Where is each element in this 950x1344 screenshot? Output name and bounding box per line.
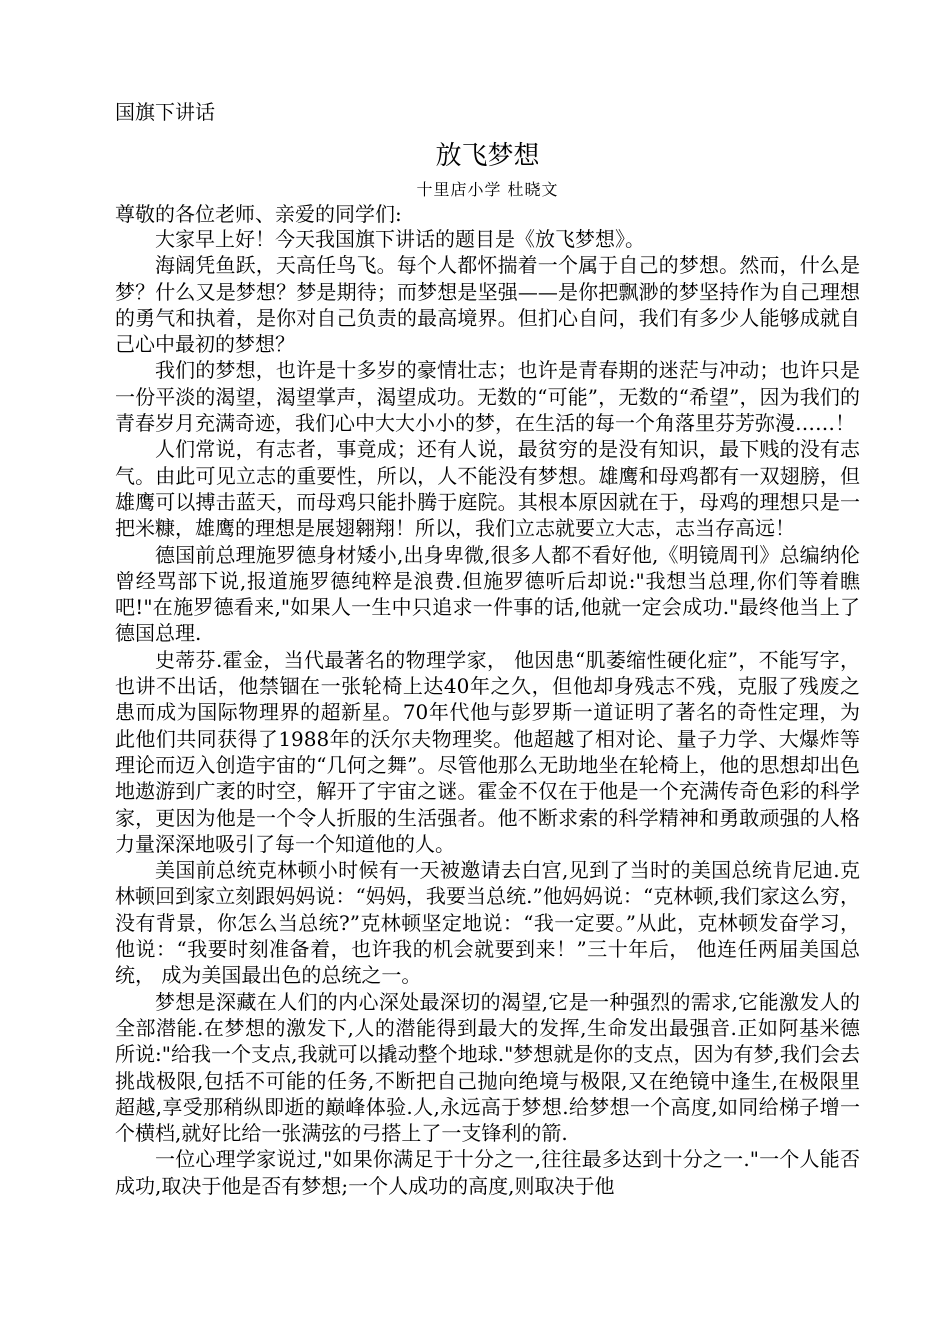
author-line: 十里店小学 杜晓文 (416, 180, 559, 199)
speech-body (115, 226, 860, 1199)
paragraph: 人们常说，有志者，事竟成；还有人说，最贫穷的是没有知识，最下贱的没有志气。由此可见立志的重要性，所以，人不能没有梦想。雄鹰和母鸡都有一双翅膀，但雄鹰可以搏击蓝天，而母鸡只能扑腾于庭院。其根本原因就在于，母鸡的理想只是一把米糠，雄鹰的理想是展翅翱翔！所以，我们立志就要立大志，志当存高远！ (115, 437, 860, 541)
page-title: 放飞梦想 (435, 141, 540, 171)
paragraph: 一位心理学家说过,"如果你满足于十分之一,往往最多达到十分之一."一个人能否成功,取决于他是否有梦想;一个人成功的高度,则取决于他 (115, 1147, 860, 1198)
paragraph: 海阔凭鱼跃，天高任鸟飞。每个人都怀揣着一个属于自己的梦想。然而，什么是梦？什么又是梦想？梦是期待；而梦想是坚强——是你把飘渺的梦坚持作为自己理想的勇气和执着，是你对自己负责的最高境界。但扪心自问，我们有多少人能够成就自己心中最初的梦想？ (115, 253, 860, 357)
document-page (115, 98, 860, 1199)
paragraph: 梦想是深藏在人们的内心深处最深切的渴望,它是一种强烈的需求,它能激发人的全部潜能.在梦想的激发下,人的潜能得到最大的发挥,生命发出最强音.正如阿基米德所说:"给我一个支点,我就可以撬动整个地球."梦想就是你的支点，因为有梦,我们会去挑战极限,包括不可能的任务,不断把自己抛向绝境与极限,又在绝镜中逢生,在极限里超越,享受那稍纵即逝的巅峰体验.人,永远高于梦想.给梦想一个高度,如同给梯子增一个横档,就好比给一张满弦的弓搭上了一支锋利的箭. (115, 989, 860, 1146)
salutation: 尊敬的各位老师、亲爱的同学们: (115, 202, 402, 226)
paragraph: 美国前总统克林顿小时候有一天被邀请去白宫,见到了当时的美国总统肯尼迪.克林顿回到家立刻跟妈妈说：“妈妈，我要当总统.”他妈妈说：“克林顿,我们家这么穷，没有背景，你怎么当总统?”克林顿坚定地说：“我一定要。”从此，克林顿发奋学习，他说：“我要时刻准备着，也许我的机会就要到来！”三十年后， 他连任两届美国总统， 成为美国最出色的总统之一。 (115, 858, 860, 988)
paragraph: 德国前总理施罗德身材矮小,出身卑微,很多人都不看好他,《明镜周刊》总编纳伦曾经骂部下说,报道施罗德纯粹是浪费.但施罗德听后却说:"我想当总理,你们等着瞧吧!"在施罗德看来,"如果人一生中只追求一件事的话,他就一定会成功."最终他当上了德国总理. (115, 542, 860, 646)
paragraph: 我们的梦想，也许是十多岁的豪情壮志；也许是青春期的迷茫与冲动；也许只是一份平淡的渴望，渴望掌声，渴望成功。无数的“可能”，无数的“希望”，因为我们的青春岁月充满奇迹，我们心中大大小小的梦，在生活的每一个角落里芬芳弥漫……！ (115, 358, 860, 436)
header-label: 国旗下讲话 (115, 100, 215, 124)
paragraph: 史蒂芬.霍金，当代最著名的物理学家， 他因患“肌萎缩性硬化症”，不能写字，也讲不出话，他禁锢在一张轮椅上达40年之久，但他却身残志不残，克服了残废之患而成为国际物理界的超新星。70年代他与彭罗斯一道证明了著名的奇性定理，为此他们共同获得了1988年的沃尔夫物理奖。他超越了相对论、量子力学、大爆炸等理论而迈入创造宇宙的“几何之舞”。尽管他那么无助地坐在轮椅上，他的思想却出色地遨游到广袤的时空，解开了宇宙之谜。霍金不仅在于他是一个充满传奇色彩的科学家，更因为他是一个令人折服的生活强者。他不断求索的科学精神和勇敢顽强的人格力量深深地吸引了每一个知道他的人。 (115, 647, 860, 856)
paragraph: 大家早上好！今天我国旗下讲话的题目是《放飞梦想》。 (155, 227, 645, 251)
